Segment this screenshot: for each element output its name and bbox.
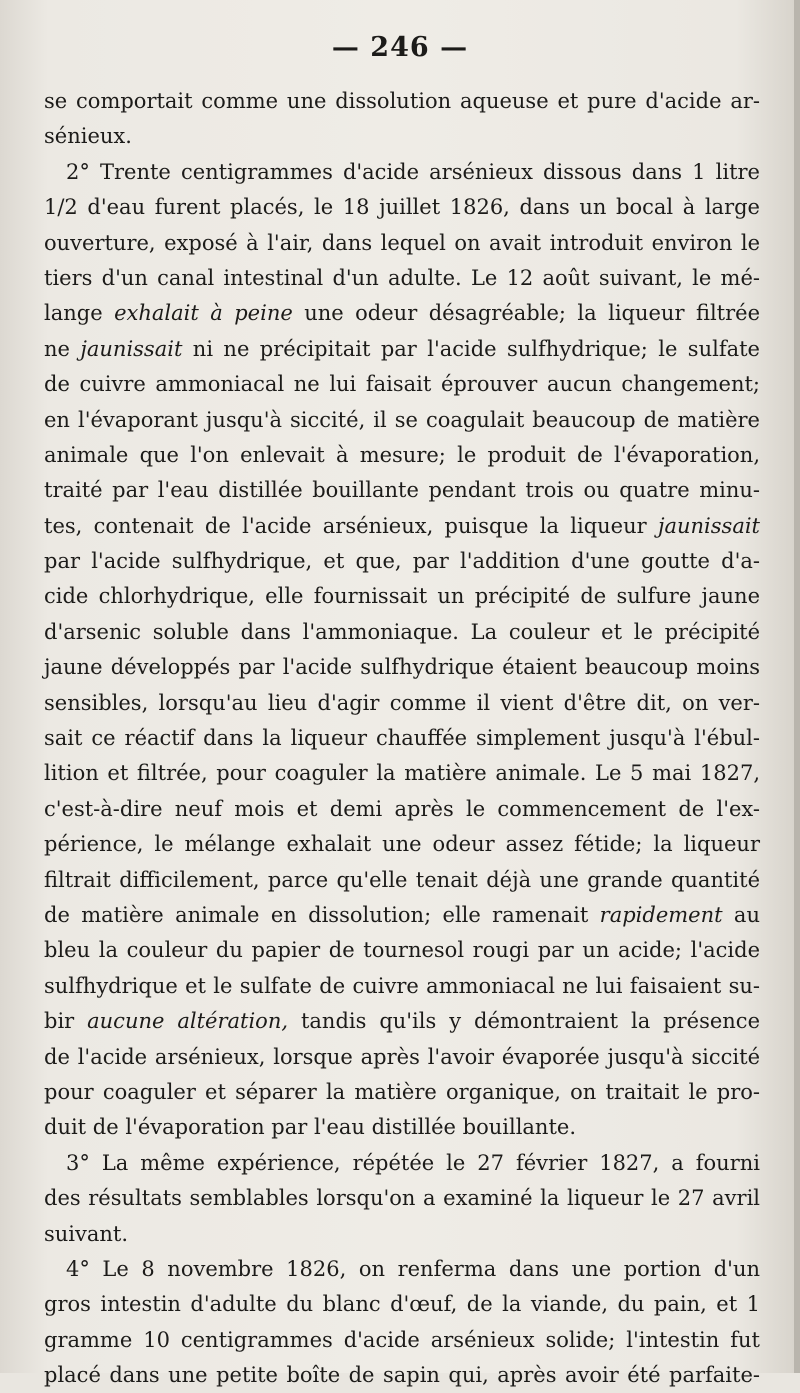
text-line [44,1004,760,1039]
text-line [44,933,760,968]
text-run: duit de l'évaporation par l'eau distillée bouillante. [44,1115,577,1140]
text-run: placé dans une petite boîte de sapin qui, après avoir été parfaite- [44,1363,760,1388]
text-run: c'est-à-dire neuf mois et demi après le commencement de l'ex- [44,796,760,821]
text-line [44,509,760,544]
text-line [44,296,760,331]
text-line [44,686,760,721]
text-line [44,1217,760,1252]
text-line [44,473,760,508]
text-run: lition et filtrée, pour coaguler la matière animale. Le 5 mai 1827, [44,761,760,786]
text-line [44,1075,760,1110]
text-run: une odeur désagréable; la liqueur filtrée [292,301,760,326]
italic-text: exhalait à peine [114,301,293,326]
text-line [44,438,760,473]
text-line [44,650,760,685]
text-run: jaune développés par l'acide sulfhydrique étaient beaucoup moins [44,655,760,680]
italic-text: jaunissait [80,336,183,361]
text-run: bleu la couleur du papier de tournesol rougi par un acide; l'acide [44,938,760,963]
text-run: tandis qu'ils y démontraient la présence [288,1009,760,1034]
text-run: cide chlorhydrique, elle fournissait un précipité de sulfure jaune [44,584,760,609]
text-run: de matière animale en dissolution; elle ramenait [44,902,600,927]
text-run: gramme 10 centigrammes d'acide arsénieux solide; l'intestin fut [44,1327,760,1352]
text-run: bir [44,1009,88,1034]
text-line [44,969,760,1004]
text-run: lange [44,301,115,326]
text-run: sensibles, lorsqu'au lieu d'agir comme il vient d'être dit, on ver- [44,690,760,715]
text-run: traité par l'eau distillée bouillante pendant trois ou quatre minu- [44,478,760,503]
text-line [44,1252,760,1287]
page-number: — 246 — [331,32,469,63]
text-run: au [722,902,760,927]
text-run: sénieux. [44,124,132,149]
text-run: animale que l'on enlevait à mesure; le produit de l'évaporation, [44,442,760,467]
text-line [44,1110,760,1145]
text-line [44,1040,760,1075]
text-run: de cuivre ammoniacal ne lui faisait éprouver aucun changement; [44,372,760,397]
text-run: filtrait difficilement, parce qu'elle tenait déjà une grande quantité [44,867,760,892]
text-run: par l'acide sulfhydrique, et que, par l'addition d'une goutte d'a- [44,549,760,574]
italic-text: rapidement [599,902,723,927]
text-run: pour coaguler et séparer la matière organique, on traitait le pro- [44,1079,760,1104]
text-line [44,1146,760,1181]
text-run: 4° Le 8 novembre 1826, on renferma dans une portion d'un [66,1256,760,1281]
text-line [44,792,760,827]
text-run: ne [44,336,81,361]
text-run: en l'évaporant jusqu'à siccité, il se coagulait beaucoup de matière [44,407,760,432]
text-run: tes, contenait de l'acide arsénieux, puisque la liqueur [44,513,658,538]
text-line [44,1323,760,1358]
text-run: périence, le mélange exhalait une odeur assez fétide; la liqueur [44,832,760,857]
text-line [44,261,760,296]
text-line [44,119,760,154]
text-line [44,827,760,862]
text-line [44,898,760,933]
text-run: se comportait comme une dissolution aqueuse et pure d'acide ar- [44,89,760,113]
text-line [44,615,760,650]
text-run: gros intestin d'adulte du blanc d'œuf, de la viande, du pain, et 1 [44,1292,760,1317]
text-run: sulfhydrique et le sulfate de cuivre ammoniacal ne lui faisaient su- [44,973,760,998]
text-run: tiers d'un canal intestinal d'un adulte. Le 12 août suivant, le mé- [44,265,760,290]
text-line [44,226,760,261]
italic-text: aucune altération, [87,1009,289,1034]
text-run: 1/2 d'eau furent placés, le 18 juillet 1826, dans un bocal à large [44,195,760,220]
text-run: des résultats semblables lorsqu'on a examiné la liqueur le 27 avril [44,1186,760,1211]
text-run: sait ce réactif dans la liqueur chauffée simplement jusqu'à l'ébul- [44,726,760,751]
text-line [44,403,760,438]
text-line [44,190,760,225]
text-line [44,84,760,119]
text-run: de l'acide arsénieux, lorsque après l'avoir évaporée jusqu'à siccité [44,1044,760,1069]
page-edge-shadow [794,0,800,1373]
text-run: ouverture, exposé à l'air, dans lequel on avait introduit environ le [44,230,760,255]
text-run: ni ne précipitait par l'acide sulfhydrique; le sulfate [182,336,760,361]
italic-text: jaunissait [657,513,760,538]
text-line [44,1181,760,1216]
text-line [44,863,760,898]
text-run: d'arsenic soluble dans l'ammoniaque. La couleur et le précipité [44,619,760,644]
body-text [44,84,760,1393]
text-line [44,756,760,791]
text-line [44,1287,760,1322]
text-line [44,155,760,190]
text-line [44,367,760,402]
text-run: 3° La même expérience, répétée le 27 février 1827, a fourni [66,1150,760,1175]
text-line [44,721,760,756]
text-run: 2° Trente centigrammes d'acide arsénieux dissous dans 1 litre [66,159,760,184]
text-line [44,544,760,579]
text-line [44,579,760,614]
text-line [44,1358,760,1393]
text-line [44,332,760,367]
text-run: suivant. [44,1221,129,1246]
